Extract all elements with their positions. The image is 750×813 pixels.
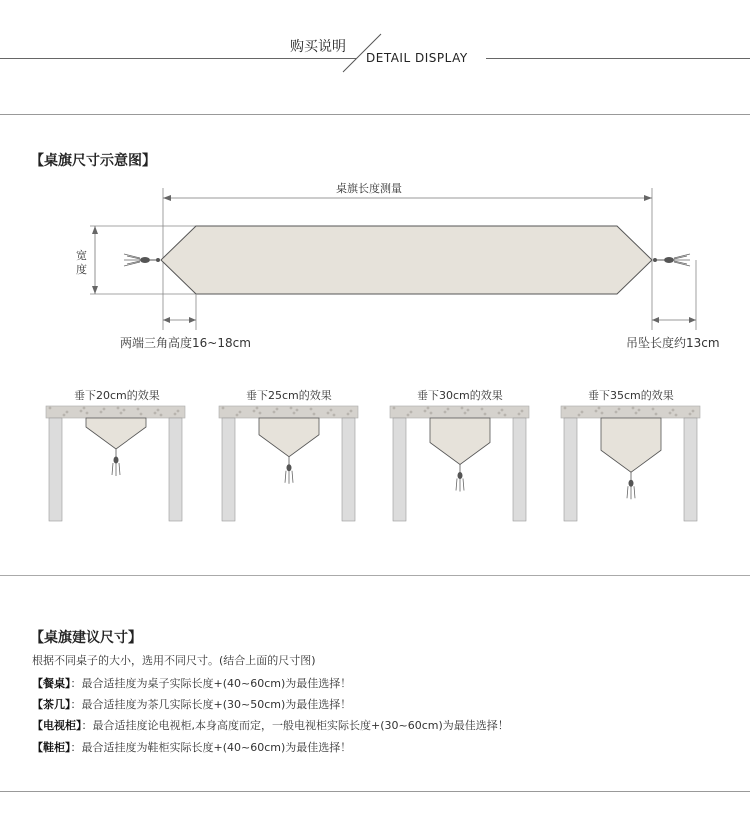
suggestion-item-dining-table [32,675,351,691]
table-top-texture [598,407,601,410]
table-top-texture [83,407,86,410]
table-top-texture [615,411,618,414]
panel-divider [0,575,750,576]
table-top-texture [444,411,447,414]
table-top-texture [521,410,524,413]
table-top-texture [652,408,655,411]
hanging-runner [259,418,319,457]
table-top-texture [86,412,89,415]
drop-label-35: 垂下35cm的效果 [588,389,674,402]
table-top-texture [160,414,163,417]
hanging-runner [86,418,146,449]
table-top-texture [638,409,641,412]
table-top-texture [236,414,239,417]
hanging-runner [430,418,490,465]
table-top-texture [481,408,484,411]
table-top-texture [601,412,604,415]
pendant-length-label: 吊坠长度约13cm [626,336,720,350]
table-top-texture [564,407,567,410]
table-top-texture [333,414,336,417]
left-tassel [124,254,160,266]
table-top-texture [120,412,123,415]
drop-label-30: 垂下30cm的效果 [417,389,503,402]
header-title-en: DETAIL DISPLAY [366,51,468,65]
table-top-texture [174,413,177,416]
tassel-fringe [285,471,293,484]
table-top-texture [347,413,350,416]
header-divider-right [486,58,750,59]
table-top-texture [501,409,504,412]
tassel-fringe [627,486,635,499]
table-illustration-35 [561,406,700,521]
table-leg-left [222,418,235,521]
table-top-texture [330,409,333,412]
table-top-texture [632,407,635,410]
table-top-texture [123,409,126,412]
diagram-section-title: 【桌旗尺寸示意图】 [30,153,156,169]
table-leg-left [564,418,577,521]
table-top-texture [273,411,276,414]
table-illustration-20 [46,406,185,521]
table-top-texture [103,408,106,411]
table-top-texture [313,413,316,416]
table-top-texture [310,408,313,411]
table-top-texture [66,411,69,414]
table-top-texture [117,407,120,410]
table-leg-left [393,418,406,521]
table-top-texture [578,414,581,417]
tassel-bead [458,472,463,479]
tassel-bead [287,464,292,471]
table-top-texture [447,408,450,411]
table-top-texture [49,407,52,410]
suggestion-item-tv-cabinet [32,717,509,733]
table-top-texture [140,413,143,416]
item-text: ：最合适挂度为桌子实际长度+(40~60cm)为最佳选择！ [70,677,352,690]
table-top-texture [461,407,464,410]
drop-label-20: 垂下20cm的效果 [74,389,160,402]
table-top-texture [484,413,487,416]
triangle-height-label: 两端三角高度16~18cm [120,336,251,350]
item-name: 【茶几】 [32,698,71,711]
table-top-texture [655,413,658,416]
table-top-texture [177,410,180,413]
table-top-texture [467,409,470,412]
table-illustration-25 [219,406,358,521]
right-tassel [653,254,690,266]
table-top-texture [672,409,675,412]
item-text: ：最合适挂度为鞋柜实际长度+(40~60cm)为最佳选择！ [70,741,352,754]
table-top-texture [256,407,259,410]
table-top-texture [276,408,279,411]
table-leg-left [49,418,62,521]
table-top-texture [581,411,584,414]
table-top-texture [293,412,296,415]
item-name: 【电视柜】 [32,719,82,732]
tassel-fringe [456,479,464,492]
table-top-texture [80,410,83,413]
table-top-texture [689,413,692,416]
suggestion-intro: 根据不同桌子的大小，选用不同尺寸。(结合上面的尺寸图) [32,654,316,667]
table-top-texture [222,407,225,410]
width-label-2: 度 [76,263,87,276]
table-top-texture [635,412,638,415]
tassel-fringe [112,463,120,476]
header-divider-left [0,58,356,59]
table-leg-right [684,418,697,521]
item-name: 【鞋柜】 [32,741,71,754]
item-name: 【餐桌】 [32,677,71,690]
suggestion-item-tea-table [32,696,351,712]
table-top-texture [407,414,410,417]
table-top-texture [464,412,467,415]
table-leg-right [513,418,526,521]
hanging-runner [601,418,661,472]
table-top-texture [424,410,427,413]
table-top-texture [504,414,507,417]
runner-shape [161,226,652,294]
table-top-texture [296,409,299,412]
table-top-texture [427,407,430,410]
table-leg-right [169,418,182,521]
table-top-texture [595,410,598,413]
table-top-texture [290,407,293,410]
table-illustration-30 [390,406,529,521]
table-top-texture [137,408,140,411]
tassel-bead [629,480,634,487]
tassel-bead [114,457,119,464]
table-top-texture [518,413,521,416]
table-top-texture [618,408,621,411]
suggestion-section-title: 【桌旗建议尺寸】 [30,630,142,646]
table-top-texture [350,410,353,413]
table-top-texture [154,412,157,415]
table-top-texture [410,411,413,414]
table-top-texture [253,410,256,413]
table-top-texture [393,407,396,410]
item-text: ：最合适挂度论电视柜,本身高度而定，一般电视柜实际长度+(30~60cm)为最佳选择！ [81,719,509,732]
table-top-texture [259,412,262,415]
table-top-texture [675,414,678,417]
table-top-texture [327,412,330,415]
length-label: 桌旗长度测量 [336,182,402,195]
table-top-texture [669,412,672,415]
table-top-texture [430,412,433,415]
table-top-texture [157,409,160,412]
table-top-texture [692,410,695,413]
width-label-1: 宽 [76,249,87,262]
table-leg-right [342,418,355,521]
runner-size-diagram [0,170,750,360]
item-text: ：最合适挂度为茶几实际长度+(30~50cm)为最佳选择！ [70,698,352,711]
drop-label-25: 垂下25cm的效果 [246,389,332,402]
suggestion-item-shoe-cabinet [32,739,351,755]
table-top-texture [63,414,66,417]
header-title-cn: 购买说明 [290,39,346,55]
table-top-texture [498,412,501,415]
drop-tables-svg [0,400,750,530]
table-top-texture [239,411,242,414]
table-top-texture [100,411,103,414]
